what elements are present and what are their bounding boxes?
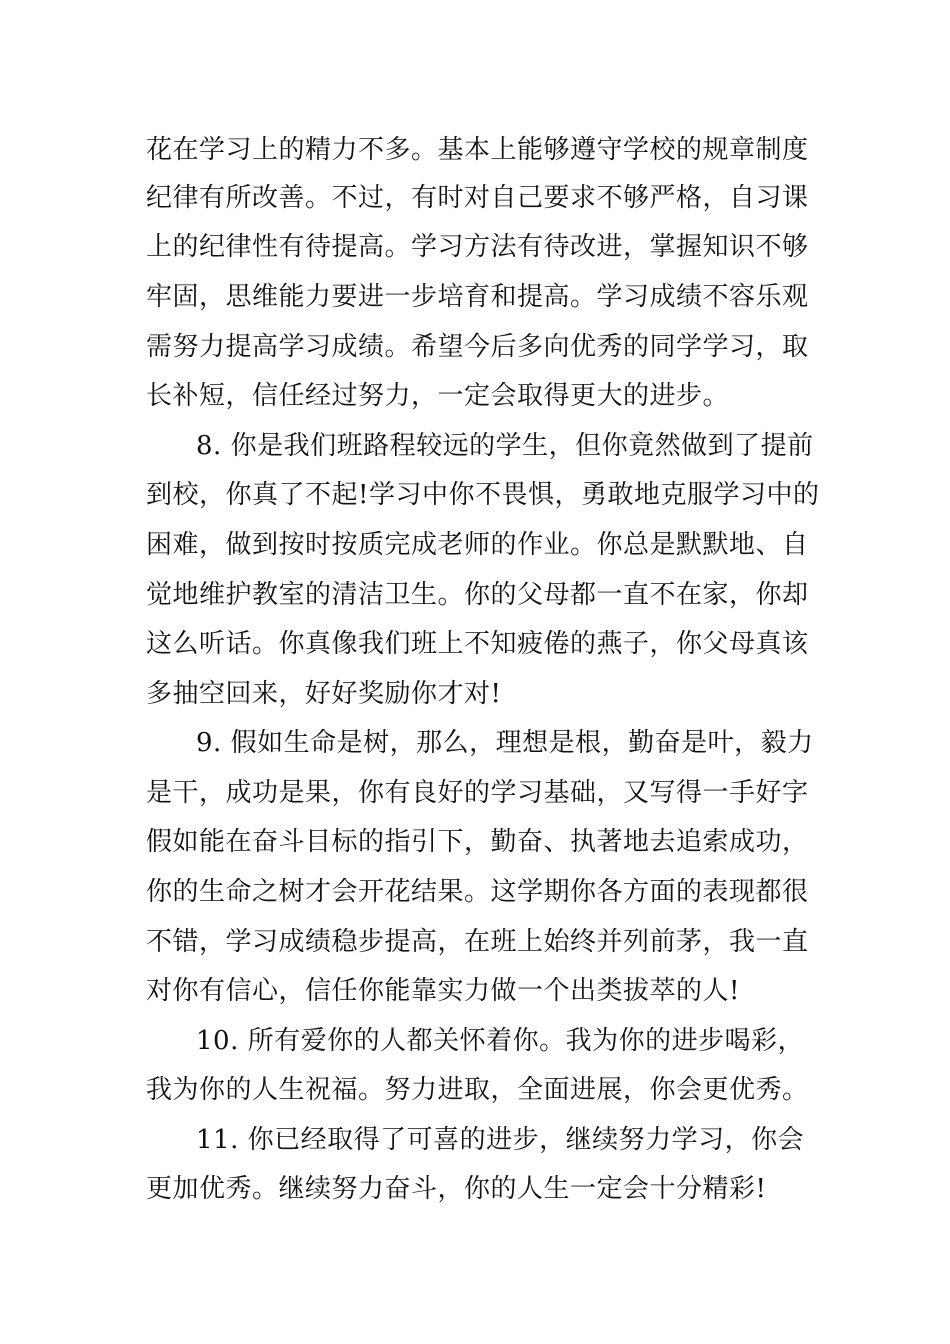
paragraph-start-line: 11. 你已经取得了可喜的进步，继续努力学习，你会	[196, 1125, 805, 1155]
text-line: 花在学习上的精力不多。基本上能够遵守学校的规章制度	[146, 135, 809, 165]
text-line: 多抽空回来，好好奖励你才对!	[146, 679, 502, 709]
text-line: 觉地维护教室的清洁卫生。你的父母都一直不在家，你却	[146, 580, 809, 610]
text-line: 牢固，思维能力要进一步培育和提高。学习成绩不容乐观	[146, 282, 809, 312]
text-line: 是干，成功是果，你有良好的学习基础，又写得一手好字	[146, 778, 809, 808]
text-line: 对你有信心，信任你能靠实力做一个出类拔萃的人!	[146, 976, 740, 1006]
text-line: 上的纪律性有待提高。学习方法有待改进，掌握知识不够	[146, 232, 809, 262]
text-line: 需努力提高学习成绩。希望今后多向优秀的同学学习，取	[146, 332, 809, 362]
text-line: 更加优秀。继续努力奋斗，你的人生一定会十分精彩!	[146, 1174, 767, 1204]
text-line: 纪律有所改善。不过，有时对自己要求不够严格，自习课	[146, 183, 809, 213]
text-line: 长补短，信任经过努力，一定会取得更大的进步。	[146, 381, 730, 411]
text-line: 你的生命之树才会开花结果。这学期你各方面的表现都很	[146, 877, 809, 907]
text-line: 这么听话。你真像我们班上不知疲倦的燕子，你父母真该	[146, 629, 809, 659]
paragraph-start-line: 8. 你是我们班路程较远的学生，但你竟然做到了提前	[196, 431, 814, 461]
text-line: 到校，你真了不起!学习中你不畏惧，勇敢地克服学习中的	[146, 480, 820, 510]
text-line: 假如能在奋斗目标的指引下，勤奋、执著地去追索成功，	[146, 827, 809, 857]
paragraph-start-line: 10. 所有爱你的人都关怀着你。我为你的进步喝彩，	[196, 1026, 805, 1056]
text-line: 困难，做到按时按质完成老师的作业。你总是默默地、自	[146, 530, 809, 560]
text-line: 我为你的人生祝福。努力进取，全面进展，你会更优秀。	[146, 1075, 809, 1105]
text-line: 不错，学习成绩稳步提高，在班上始终并列前茅，我一直	[146, 927, 809, 957]
paragraph-start-line: 9. 假如生命是树，那么，理想是根，勤奋是叶，毅力	[196, 728, 814, 758]
